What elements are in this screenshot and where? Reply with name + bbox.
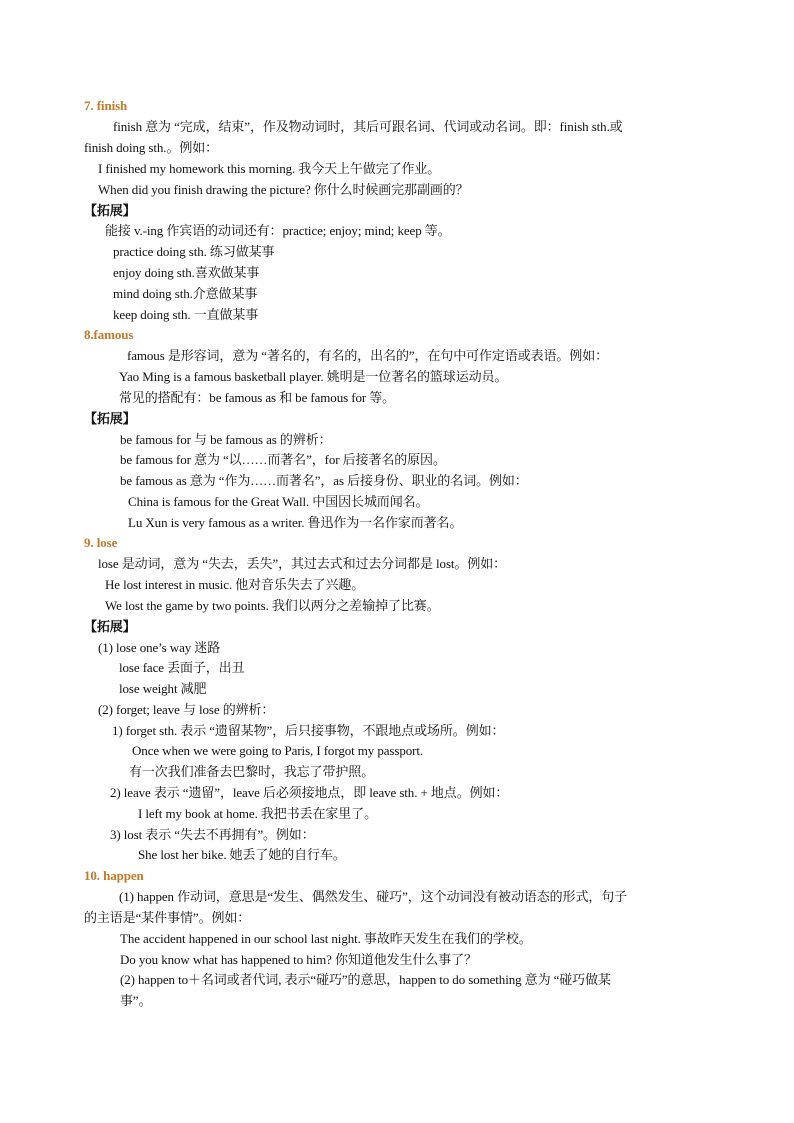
- example-sentence: Lu Xun is very famous as a writer. 鲁迅作为一名作家而著名。: [128, 515, 463, 530]
- example-sentence: China is famous for the Great Wall. 中国因长城而闻名。: [128, 494, 429, 509]
- extension-label: 【拓展】: [84, 203, 136, 218]
- phrase-item: keep doing sth. 一直做某事: [113, 307, 259, 322]
- section-heading-happen: 10. happen: [84, 868, 144, 883]
- paragraph-line: 常见的搭配有：be famous as 和 be famous for 等。: [119, 390, 396, 405]
- section-heading-famous: 8.famous: [84, 327, 134, 342]
- paragraph-line: 3) lost 表示 “失去不再拥有”。例如：: [110, 827, 315, 842]
- phrase-item: enjoy doing sth.喜欢做某事: [113, 265, 260, 280]
- paragraph-line: 2) leave 表示 “遗留”，leave 后必须接地点，即 leave sth. + 地点。例如：: [110, 785, 509, 800]
- phrase-item: (1) lose one’s way 迷路: [98, 640, 221, 655]
- paragraph-line: (2) happen to＋名词或者代词, 表示“碰巧”的意思，happen to do something 意为 “碰巧做某: [120, 972, 611, 987]
- paragraph-line: (2) forget; leave 与 lose 的辨析：: [98, 702, 275, 717]
- example-sentence: Once when we were going to Paris, I forgot my passport.: [132, 743, 424, 758]
- section-heading-finish: 7. finish: [84, 98, 128, 113]
- paragraph-line: finish doing sth.。例如：: [84, 140, 219, 155]
- example-sentence: He lost interest in music. 他对音乐失去了兴趣。: [105, 577, 365, 592]
- paragraph-line: be famous for 意为 “以……而著名”，for 后接著名的原因。: [120, 452, 446, 467]
- paragraph-line: finish 意为 “完成，结束”，作及物动词时，其后可跟名词、代词或动名词。即：finish sth.或: [113, 119, 623, 134]
- paragraph-line: 能接 v.-ing 作宾语的动词还有：practice; enjoy; mind; keep 等。: [105, 223, 451, 238]
- phrase-item: lose face 丢面子，出丑: [119, 660, 245, 675]
- example-translation: 有一次我们准备去巴黎时，我忘了带护照。: [129, 764, 375, 779]
- example-sentence: Yao Ming is a famous basketball player. 姚明是一位著名的篮球运动员。: [119, 369, 508, 384]
- extension-label: 【拓展】: [84, 619, 136, 634]
- example-sentence: I left my book at home. 我把书丢在家里了。: [138, 806, 377, 821]
- paragraph-line: 的主语是“某件事情”。例如：: [84, 910, 251, 925]
- example-sentence: I finished my homework this morning. 我今天上午做完了作业。: [98, 161, 441, 176]
- extension-label: 【拓展】: [84, 411, 136, 426]
- example-sentence: Do you know what has happened to him? 你知道他发生什么事了？: [120, 952, 477, 967]
- paragraph-line: be famous as 意为 “作为……而著名”，as 后接身份、职业的名词。例如：: [120, 473, 528, 488]
- paragraph-line: famous 是形容词，意为 “著名的，有名的，出名的”，在句中可作定语或表语。例如：: [127, 348, 609, 363]
- example-sentence: The accident happened in our school last night. 事故昨天发生在我们的学校。: [120, 931, 532, 946]
- phrase-item: mind doing sth.介意做某事: [113, 286, 258, 301]
- paragraph-line: 事”。: [120, 993, 152, 1008]
- paragraph-line: 1) forget sth. 表示 “遗留某物”，后只接事物，不跟地点或场所。例如：: [112, 723, 505, 738]
- phrase-item: practice doing sth. 练习做某事: [113, 244, 275, 259]
- paragraph-line: lose 是动词，意为 “失去，丢失”，其过去式和过去分词都是 lost。例如：: [98, 556, 507, 571]
- section-heading-lose: 9. lose: [84, 535, 118, 550]
- example-sentence: She lost her bike. 她丢了她的自行车。: [138, 847, 346, 862]
- phrase-item: lose weight 减肥: [119, 681, 207, 696]
- example-sentence: We lost the game by two points. 我们以两分之差输掉了比赛。: [105, 598, 440, 613]
- paragraph-line: be famous for 与 be famous as 的辨析：: [120, 432, 332, 447]
- example-sentence: When did you finish drawing the picture? 你什么时候画完那副画的？: [98, 182, 469, 197]
- paragraph-line: (1) happen 作动词，意思是“发生、偶然发生、碰巧”，这个动词没有被动语态的形式，句子: [119, 889, 628, 904]
